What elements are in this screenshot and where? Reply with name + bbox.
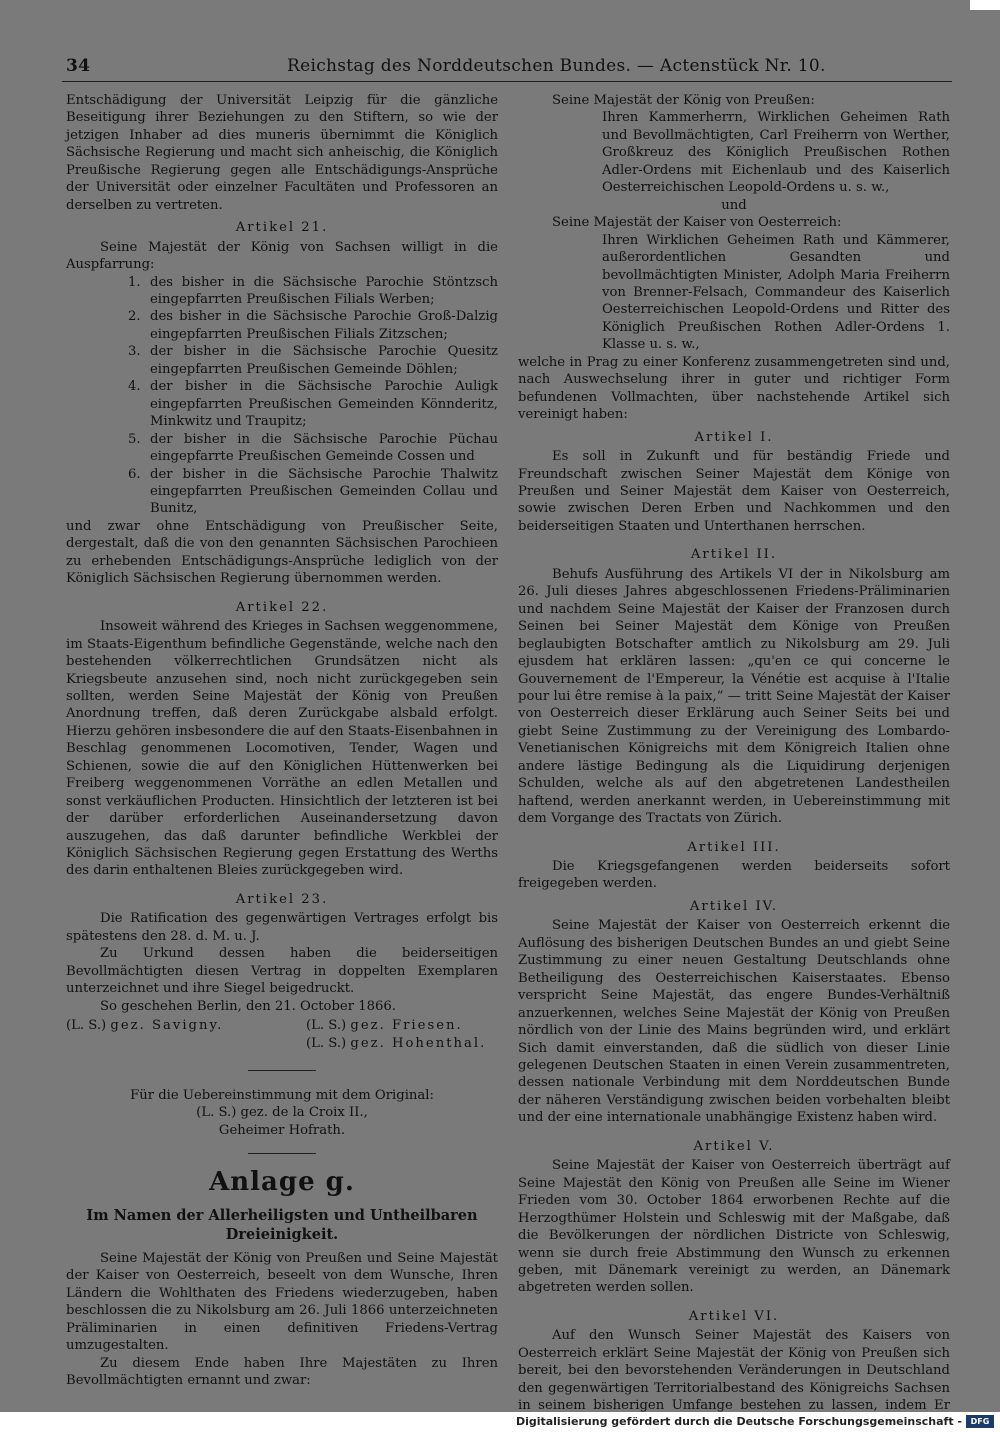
- article-V-text: Seine Majestät der Kaiser von Oesterreich überträgt auf Seine Majestät den König von Preußen alle Seine im Wiener Frieden vom 30. October 1864 erworbenen Rechte auf die Herzogthümer Holstein und Schleswig mit der Maßgabe, daß die Bevölkerungen der nördlichen Districte von Schleswig, wenn sie durch freie Abstimmung den Wunsch zu erkennen geben, mit Dänemark vereinigt zu werden, an Dänemark abgetreten werden sollen.: [518, 1158, 950, 1296]
- article-22-heading: Artikel 22.: [235, 599, 329, 615]
- conformity-note: Für die Uebereinstimmung mit dem Original:: [130, 1088, 434, 1104]
- signatures: [66, 1017, 498, 1052]
- list-item-text: des bisher in die Sächsische Parochie Groß-Dalzig eingepfarrten Preußischen Filials Zitzschen;: [150, 309, 498, 342]
- emperor-of-austria: Seine Majestät der Kaiser von Oesterreich:: [552, 215, 842, 231]
- right-column: [518, 92, 950, 1412]
- conformity-role: Geheimer Hofrath.: [218, 1122, 346, 1138]
- article-II-heading: Artikel II.: [690, 547, 778, 563]
- prussian-envoy: Ihren Kammerherrn, Wirklichen Geheimen Rath und Bevollmächtigten, Carl Freiherrn von Werther, Großkreuz des Königlich Preußischen Rothen Adler-Ordens mit Eichenlaub und des Kaiserlich Oesterreichischen Leopold-Ordens u. s. w.,: [602, 110, 950, 196]
- king-of-prussia: Seine Majestät der König von Preußen:: [552, 93, 815, 108]
- list-item-text: der bisher in die Sächsische Parochie Auligk eingepfarrten Preußischen Gemeinden Könnderitz, Minkwitz und Traupitz;: [150, 379, 498, 430]
- article-23-witness: Zu Urkund dessen haben die beiderseitigen Bevollmächtigten diesen Vertrag in doppelten Exemplaren unterzeichnet und ihre Siegel beigedruckt.: [66, 946, 498, 997]
- preamble-plenipotentiaries: Zu diesem Ende haben Ihre Majestäten zu Ihren Bevollmächtigten ernannt und zwar:: [66, 1355, 498, 1388]
- list-item-text: des bisher in die Sächsische Parochie Stöntzsch eingepfarrten Preußischen Filials Werben;: [150, 274, 498, 307]
- list-item: [66, 378, 498, 430]
- austrian-envoy: Ihren Wirklichen Geheimen Rath und Kämmerer, außerordentlichen Gesandten und bevollmächtigten Minister, Adolph Maria Freiherrn von Brenner-Felsach, Commandeur des Kaiserlich Oesterreichischen Leopold-Ordens und Ritter des Königlich Preußischen Rothen Adler-Ordens 1. Klasse u. s. w.,: [602, 232, 950, 353]
- article-22-text: Insoweit während des Krieges in Sachsen weggenommene, im Staats-Eigenthum befindliche Gegenstände, welche nach den bestehenden völkerrechtlichen Grundsätzen nicht als Kriegsbeute anzusehen sind, noch nicht zurückgegeben sein sollten, werden Seine Majestät der König von Preußen Anordnung treffen, daß deren Zurückgabe alsbald erfolgt. Hierzu gehören insbesondere die auf den Staats-Eisenbahnen in Beschlag genommenen Locomotiven, Tender, Wagen und Schienen, sowie die auf den Königlichen Hüttenwerken bei Freiberg weggenommenen Vorräthe an edlen Metallen und sonst verkäuflichen Producten. Hinsichtlich der letzteren ist bei der darüber erforderlichen Auseinandersetzung davon auszugehen, das daß darunter befindliche Werkblei der Königlich Sächsischen Regierung gegen Erstattung des Werths des darin enthaltenen Bleies zurückgegeben wird.: [66, 619, 498, 879]
- article-IV-heading: Artikel IV.: [689, 898, 779, 914]
- article-IV-text: Seine Majestät der Kaiser von Oesterreich erkennt die Auflösung des bisherigen Deutschen Bundes an und giebt Seine Zustimmung zu einer neuen Gestaltung Deutschlands ohne Betheiligung des Oesterreichischen Kaiserstaates. Ebenso verspricht Seine Majestät, das engere Bundes-Verhältniß anzuerkennen, welches Seine Majestät der König von Preußen nördlich von der Linie des Mains begründen wird, und erklärt Sich damit einverstanden, daß die südlich von dieser Linie gelegenen Deutschen Staaten in einen Verein zusammentreten, dessen nationale Verbindung mit dem Norddeutschen Bunde der näheren Verständigung zwischen beiden vorbehalten bleibt und der eine internationale unabhängige Existenz haben wird.: [518, 918, 950, 1126]
- list-item-text: der bisher in die Sächsische Parochie Quesitz eingepfarrten Preußischen Gemeinde Döhlen;: [150, 344, 498, 377]
- dfg-logo: DFG: [966, 1415, 994, 1428]
- article-21-heading: Artikel 21.: [235, 220, 329, 236]
- article-II-text: Behufs Ausführung des Artikels VI der in Nikolsburg am 26. Juli dieses Jahres abgeschlossenen Friedens-Präliminarien und nachdem Seine Majestät der Kaiser der Franzosen durch Seinen bei Seiner Majestät dem Könige von Preußen beglaubigten Botschafter amtlich zu Nikolsburg am 29. Juli ejusdem hat erklären lassen: „qu'en ce qui concerne le Gouvernement de l'Empereur, la Vénétie est acquise à l'Italie pour lui être remise à la paix,“ — tritt Seine Majestät der Kaiser von Oesterreich dieser Erklärung auch Seiner Seits bei und giebt Seine Zustimmung zu der Vereinigung des Lombardo-Venetianischen Königreichs mit dem Königreich Italien ohne andere lästige Bedingung als die Liquidirung derjenigen Schulden, welche als auf den abgetretenen Landestheilen haftend, werden anerkannt werden, in Uebereinstimmung mit dem Vorgange des Tractats von Zürich.: [518, 566, 950, 827]
- left-column: [66, 92, 498, 1389]
- page-number: 34: [66, 56, 91, 76]
- footer-bar: [0, 1412, 1000, 1432]
- article-23-date: So geschehen Berlin, den 21. October 1866.: [100, 998, 396, 1014]
- invocation-heading: Im Namen der Allerheiligsten und Untheilbaren Dreieinigkeit.: [86, 1206, 478, 1243]
- list-item: [66, 308, 498, 343]
- list-item-text: der bisher in die Sächsische Parochie Püchau eingepfarrte Preußischen Gemeinde Cossen und: [150, 431, 498, 465]
- signature-hohenthal: (L. S.) gez. Hohenthal.: [306, 1035, 487, 1051]
- article-III-text: Die Kriegsgefangenen werden beiderseits sofort freigegeben werden.: [518, 859, 950, 892]
- divider: [248, 1070, 316, 1071]
- conference-paragraph: welche in Prag zu einer Konferenz zusammengetreten sind und, nach Auswechselung ihrer in guter und richtiger Form befundenen Vollmachten, über nachstehende Artikel sich vereinigt haben:: [518, 354, 950, 423]
- article-III-heading: Artikel III.: [687, 839, 781, 855]
- header-rule: [62, 81, 952, 82]
- running-title: Reichstag des Norddeutschen Bundes. — Actenstück Nr. 10.: [287, 56, 826, 76]
- annex-heading: Anlage g.: [209, 1167, 355, 1198]
- conjunction-und: und: [721, 197, 747, 213]
- list-item-number: 1.: [128, 274, 141, 290]
- list-item: [66, 466, 498, 518]
- article-I-text: Es soll in Zukunft und für beständig Friede und Freundschaft zwischen Seiner Majestät dem Könige von Preußen und Seiner Majestät dem Kaiser von Oesterreich, sowie zwischen Deren Erben und Nachkommen und den beiderseitigen Staaten und Unterthanen herrschen.: [518, 449, 950, 534]
- conformity-signature: (L. S.) gez. de la Croix II.,: [196, 1105, 368, 1121]
- preamble-paragraph: Seine Majestät der König von Preußen und Seine Majestät der Kaiser von Oesterreich, beseelt von dem Wunsche, Ihren Ländern die Wohlthaten des Friedens wiederzugeben, haben beschlossen die zu Nikolsburg am 26. Juli 1866 unterzeichneten Präliminarien in einen definitiven Friedens-Vertrag umzugestalten.: [66, 1250, 498, 1354]
- list-item: [66, 343, 498, 378]
- article-VI-text: Auf den Wunsch Seiner Majestät des Kaisers von Oesterreich erklärt Seine Majestät der König von Preußen sich bereit, bei den bevorstehenden Veränderungen in Deutschland den gegenwärtigen Territorialbestand des Königreichs Sachsen in seinem bisherigen Umfange bestehen zu lassen, indem Er: [518, 1328, 950, 1412]
- list-item: [66, 431, 498, 466]
- list-item-number: 2.: [128, 309, 141, 325]
- article-23-heading: Artikel 23.: [235, 891, 329, 907]
- intro-paragraph: Entschädigung der Universität Leipzig für die gänzliche Beseitigung ihrer Beziehungen zu den Stiftern, so wie der jetzigen Inhaber ad dies muneris übernimmt die Königlich Sächsische Regierung und macht sich anheischig, die Königlich Preußische Regierung gegen alle Entschädigungs-Ansprüche der Universität oder einzelner Facultäten und Professoren an derselben zu vertreten.: [66, 93, 498, 213]
- article-21-list: [66, 274, 498, 518]
- article-V-heading: Artikel V.: [693, 1138, 775, 1154]
- list-item-number: 6.: [128, 466, 141, 482]
- article-21-end: und zwar ohne Entschädigung von Preußischer Seite, dergestalt, daß die von den genannten Sächsischen Parochieen zu erhebenden Entschädigungs-Ansprüche lediglich von der Königlich Sächsischen Regierung übernommen werden.: [66, 518, 498, 587]
- list-item-number: 3.: [128, 344, 141, 360]
- article-21-intro: Seine Majestät der König von Sachsen willigt in die Auspfarrung:: [66, 239, 498, 273]
- page-header: [62, 50, 952, 82]
- list-item-number: 5.: [128, 431, 141, 447]
- article-23-ratification: Die Ratification des gegenwärtigen Vertrages erfolgt bis spätestens den 28. d. M. u. J.: [66, 911, 498, 944]
- signature-savigny: (L. S.) gez. Savigny.: [66, 1018, 224, 1034]
- signature-friesen: (L. S.) gez. Friesen.: [306, 1018, 463, 1034]
- list-item: [66, 274, 498, 309]
- divider: [248, 1153, 316, 1154]
- scan-corner: [970, 0, 1000, 10]
- article-I-heading: Artikel I.: [694, 429, 774, 445]
- list-item-text: der bisher in die Sächsische Parochie Thalwitz eingepfarrten Preußischen Gemeinden Collau und Bunitz,: [150, 466, 498, 517]
- article-VI-heading: Artikel VI.: [688, 1308, 780, 1324]
- list-item-number: 4.: [128, 379, 141, 395]
- funding-credit: Digitalisierung gefördert durch die Deutsche Forschungsgemeinschaft -: [515, 1415, 962, 1428]
